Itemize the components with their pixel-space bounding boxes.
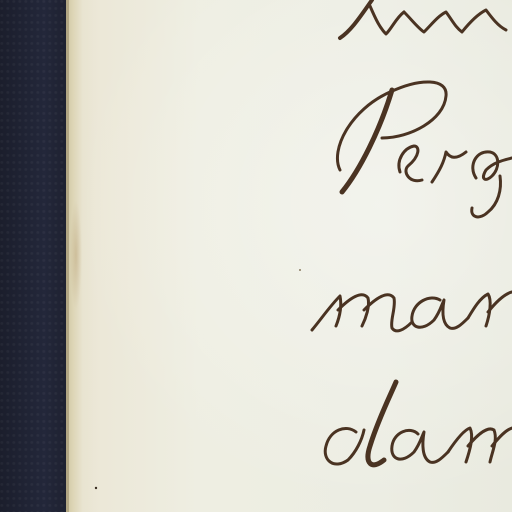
- handwritten-line-4: [325, 382, 512, 465]
- handwritten-line-3: [312, 292, 512, 331]
- ink-speck: [299, 269, 301, 271]
- handwritten-line-2: [337, 82, 512, 217]
- ink-speck: [95, 487, 97, 489]
- handwritten-line-1: [340, 0, 506, 38]
